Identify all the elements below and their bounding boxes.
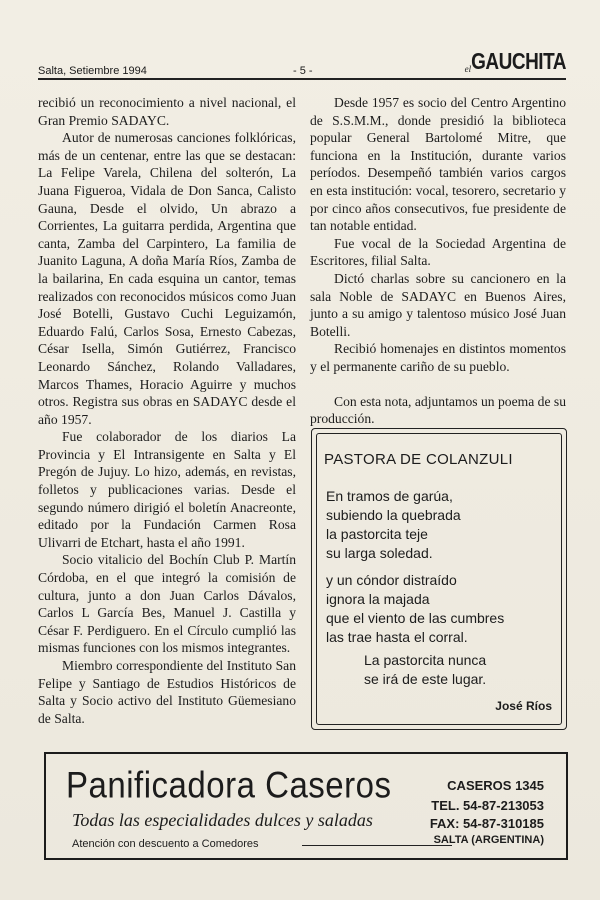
poem-line: la pastorcita teje bbox=[326, 526, 428, 542]
poem-line: La pastorcita nunca bbox=[364, 652, 487, 668]
paragraph: recibió un reconocimiento a nivel nacional, el Gran Premio SADAYC. bbox=[38, 95, 296, 128]
poem-author: José Ríos bbox=[495, 699, 552, 713]
poem-line: subiendo la quebrada bbox=[326, 507, 461, 523]
poem-box bbox=[311, 428, 567, 730]
paragraph: Dictó charlas sobre su cancionero en la sala Noble de SADAYC en Buenos Aires, junto a su amigo y talentoso músico José Juan Botelli. bbox=[310, 270, 566, 339]
poem-stanza-1 bbox=[326, 487, 461, 563]
poem-line: se irá de este lugar. bbox=[364, 671, 487, 687]
article-left-column bbox=[38, 94, 296, 727]
ad-divider-line bbox=[302, 845, 452, 846]
header-rule bbox=[38, 78, 566, 80]
logo-prefix: el bbox=[464, 64, 472, 74]
ad-address: CASEROS 1345 bbox=[447, 778, 544, 793]
poem-line: su larga soledad. bbox=[326, 545, 433, 561]
paragraph: Autor de numerosas canciones folklóricas, más de un centenar, entre las que se destacan: La Felipe Varela, Chilena del solterón, La Juana Figueroa, Vidala de Don Sanca, Calisto Gauna, Desde el olvido, Un abrazo a Corrientes, La guitarra perdida, Argentina que canta, Zamba del Carpintero, La familia de Juanito Laguna, A doña María Ríos, Zamba de la bailarina, En cada esquina un cantor, temas realizados con reconocidos músicos como Juan José Botelli, Gustavo Cuchi Leguizamón, Eduardo Falú, Carlos Sosa, Ernesto Cabezas, César Isella, Simón Gutiérrez, Francisco Leonardo Sánchez, Rolando Valladares, Marcos Thames, Horacio Aguirre y muchos otros. Registra sus obras en SADAYC desde el año 1957. bbox=[38, 130, 296, 427]
paragraph: Fue vocal de la Sociedad Argentina de Escritores, filial Salta. bbox=[310, 235, 566, 269]
poem-line: y un cóndor distraído bbox=[326, 572, 457, 588]
poem-line: En tramos de garúa, bbox=[326, 488, 453, 504]
publication-logo bbox=[464, 49, 566, 75]
issue-date: Salta, Setiembre 1994 bbox=[38, 65, 147, 77]
ad-city: SALTA (ARGENTINA) bbox=[433, 834, 544, 846]
page-header bbox=[38, 49, 566, 80]
logo-name: GAUCHITA bbox=[471, 49, 566, 75]
page-number: - 5 - bbox=[293, 65, 313, 77]
paragraph: Socio vitalicio del Bochín Club P. Martín Córdoba, en el que integró la comisión de cultura, junto a don Juan Carlos Dávalos, Carlos L García Bes, Manuel J. Castilla y César F. Perdiguero. En el Círculo cumplió las mismas funciones con los mismos integrantes. bbox=[38, 552, 296, 656]
ad-fax: FAX: 54-87-310185 bbox=[429, 816, 544, 831]
poem-line: las trae hasta el corral. bbox=[326, 629, 468, 645]
paragraph: Fue colaborador de los diarios La Provincia y El Intransigente en Salta y El Pregón de Jujuy. Lo hizo, además, en revistas, folletos y publicaciones varias. Desde el segundo número dirigió el boletín Anacreonte, editado por la Fundación Carmen Rosa Ulivarri de Etchart, hasta el año 1991. bbox=[38, 429, 296, 550]
poem-title: PASTORA DE COLANZULI bbox=[324, 451, 513, 468]
paragraph: Con esta nota, adjuntamos un poema de su producción. bbox=[310, 393, 566, 427]
ad-tagline: Todas las especialidades dulces y saladas bbox=[72, 810, 373, 830]
poem-stanza-2 bbox=[326, 571, 504, 647]
ad-telephone: TEL. 54-87-213053 bbox=[431, 798, 544, 813]
ad-business-name: Panificadora Caseros bbox=[66, 764, 392, 806]
poem-line: que el viento de las cumbres bbox=[326, 610, 505, 626]
paragraph: Miembro correspondiente del Instituto San Felipe y Santiago de Estudios Históricos de Salta y Socio activo del Instituto Güemesiano de Salta. bbox=[38, 658, 296, 726]
bakery-advertisement bbox=[44, 752, 568, 860]
poem-line: ignora la majada bbox=[326, 591, 430, 607]
paragraph: Recibió homenajes en distintos momentos y el permanente cariño de su pueblo. bbox=[310, 341, 566, 374]
article-right-column bbox=[310, 94, 566, 428]
paragraph: Desde 1957 es socio del Centro Argentino de S.S.M.M., donde presidió la biblioteca popular General Bartolomé Mitre, que funciona en la Institución, durante varios períodos. Desempeñó también varios cargos en esta institución: vocal, tesorero, secretario y por cinco años consecutivos, fue presidente de tan notable entidad. bbox=[310, 95, 566, 234]
ad-attention-note: Atención con descuento a Comedores bbox=[72, 838, 259, 850]
poem-stanza-3 bbox=[364, 651, 486, 689]
